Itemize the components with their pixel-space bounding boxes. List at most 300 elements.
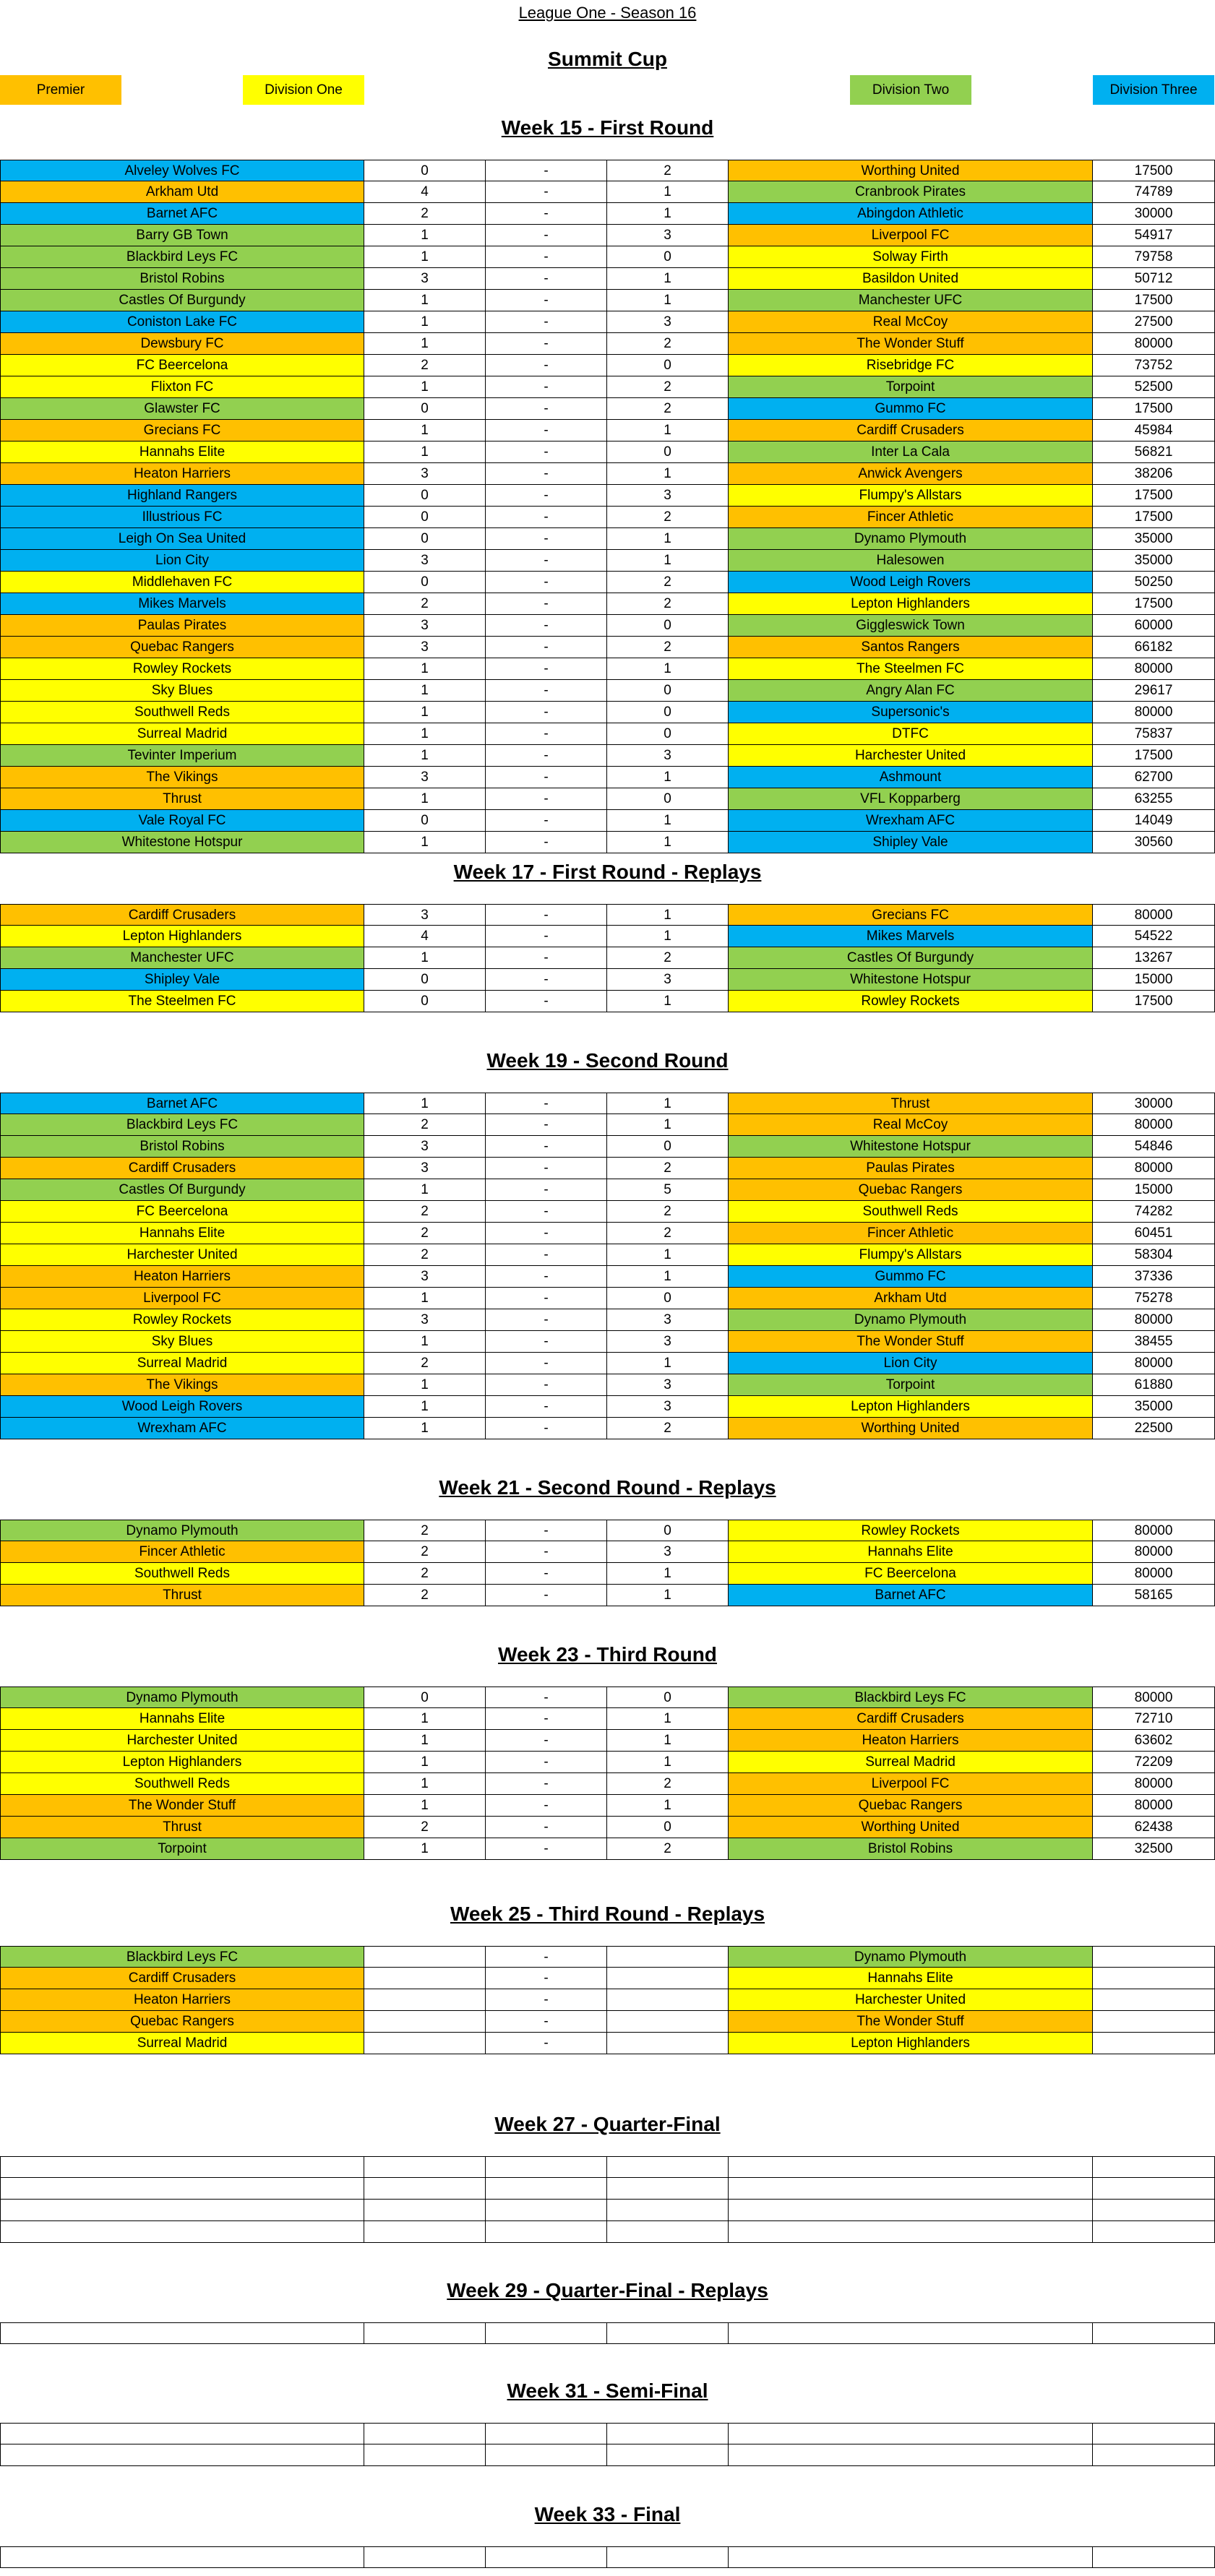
score-separator: - [486,1563,607,1585]
round-title-text: Week 29 - Quarter-Final - Replays [447,2279,768,2301]
home-score [364,2178,486,2200]
home-team: Southwell Reds [0,1563,364,1585]
attendance: 80000 [1093,1309,1215,1331]
away-team: DTFC [729,723,1093,745]
score-separator: - [486,615,607,637]
score-separator: - [486,904,607,926]
away-score: 3 [607,1541,729,1563]
home-score: 1 [364,1795,486,1817]
away-score: 5 [607,1179,729,1201]
home-score: 1 [364,832,486,853]
away-team [729,2178,1093,2200]
attendance: 58165 [1093,1585,1215,1606]
round-title [0,2101,1215,2148]
legend-division-one: Division One [243,75,364,105]
home-team [0,2200,364,2221]
score-separator: - [486,658,607,680]
score-separator: - [486,2033,607,2054]
score-separator: - [486,463,607,485]
away-team: Grecians FC [729,904,1093,926]
home-score: 2 [364,1223,486,1244]
home-team: Dynamo Plymouth [0,1687,364,1708]
home-score: 1 [364,311,486,333]
home-score: 0 [364,507,486,528]
round-title [0,849,1215,895]
home-score: 3 [364,904,486,926]
attendance: 35000 [1093,528,1215,550]
attendance: 52500 [1093,376,1215,398]
home-team: Hannahs Elite [0,441,364,463]
attendance: 80000 [1093,1520,1215,1541]
home-score: 0 [364,398,486,420]
away-score: 2 [607,1773,729,1795]
away-score [607,1968,729,1989]
home-score [364,2322,486,2344]
away-team: Lepton Highlanders [729,593,1093,615]
away-team: Dynamo Plymouth [729,1946,1093,1968]
score-separator: - [486,1158,607,1179]
home-team: Coniston Lake FC [0,311,364,333]
score-separator: - [486,2011,607,2033]
home-score: 1 [364,1418,486,1439]
away-score: 1 [607,1093,729,1114]
attendance: 15000 [1093,1179,1215,1201]
home-score: 2 [364,1353,486,1374]
home-team: Harchester United [0,1730,364,1752]
away-score: 1 [607,420,729,441]
attendance: 72209 [1093,1752,1215,1773]
score-separator: - [486,1374,607,1396]
score-separator: - [486,1114,607,1136]
away-team: Barnet AFC [729,1585,1093,1606]
score-separator: - [486,333,607,355]
attendance: 13267 [1093,947,1215,969]
away-team: Thrust [729,1093,1093,1114]
home-team: Harchester United [0,1244,364,1266]
score-separator: - [486,160,607,181]
round-title-text: Week 27 - Quarter-Final [494,2113,721,2135]
score-separator: - [486,1817,607,1838]
attendance: 80000 [1093,702,1215,723]
home-score: 1 [364,1288,486,1309]
home-score: 2 [364,1114,486,1136]
away-team: Abingdon Athletic [729,203,1093,225]
away-score: 0 [607,355,729,376]
round-title [0,2267,1215,2314]
home-team [0,2221,364,2243]
home-team: Glawster FC [0,398,364,420]
away-score: 1 [607,463,729,485]
home-team: The Steelmen FC [0,991,364,1012]
away-score: 1 [607,550,729,572]
home-team: Sky Blues [0,680,364,702]
home-team: Quebac Rangers [0,2011,364,2033]
home-score: 1 [364,723,486,745]
home-score: 1 [364,290,486,311]
away-team: Arkham Utd [729,1288,1093,1309]
home-team: Paulas Pirates [0,615,364,637]
home-score: 1 [364,1374,486,1396]
score-separator: - [486,203,607,225]
home-team: Torpoint [0,1838,364,1860]
home-score: 0 [364,810,486,832]
home-score [364,1946,486,1968]
attendance: 50250 [1093,572,1215,593]
home-team: Lepton Highlanders [0,926,364,947]
home-score [364,1989,486,2011]
home-team: Vale Royal FC [0,810,364,832]
away-score: 0 [607,1288,729,1309]
away-team: Cranbrook Pirates [729,181,1093,203]
home-score: 1 [364,333,486,355]
score-separator: - [486,355,607,376]
legend-division-two: Division Two [850,75,971,105]
away-score: 2 [607,1201,729,1223]
home-team: Blackbird Leys FC [0,246,364,268]
away-team: Risebridge FC [729,355,1093,376]
attendance: 63602 [1093,1730,1215,1752]
attendance: 27500 [1093,311,1215,333]
away-team: Fincer Athletic [729,507,1093,528]
away-team: FC Beercelona [729,1563,1093,1585]
score-separator: - [486,832,607,853]
away-team: Worthing United [729,1418,1093,1439]
away-score [607,2178,729,2200]
score-separator: - [486,1989,607,2011]
score-separator: - [486,1309,607,1331]
home-team [0,2444,364,2466]
round-title-text: Week 19 - Second Round [486,1049,729,1072]
home-score: 1 [364,1093,486,1114]
home-team: Fincer Athletic [0,1541,364,1563]
attendance: 54917 [1093,225,1215,246]
away-score: 3 [607,1331,729,1353]
home-score: 1 [364,1708,486,1730]
home-score [364,2221,486,2243]
home-team: Barnet AFC [0,203,364,225]
score-separator [486,2156,607,2178]
away-score: 2 [607,1418,729,1439]
attendance: 32500 [1093,1838,1215,1860]
attendance: 17500 [1093,290,1215,311]
away-score: 2 [607,1838,729,1860]
away-team: Wrexham AFC [729,810,1093,832]
home-team: Illustrious FC [0,507,364,528]
home-score [364,2011,486,2033]
away-team: Hannahs Elite [729,1541,1093,1563]
away-team: Fincer Athletic [729,1223,1093,1244]
attendance: 66182 [1093,637,1215,658]
away-team: Angry Alan FC [729,680,1093,702]
away-score: 2 [607,376,729,398]
score-separator: - [486,290,607,311]
score-separator [486,2221,607,2243]
away-team: Paulas Pirates [729,1158,1093,1179]
home-score: 1 [364,420,486,441]
attendance: 58304 [1093,1244,1215,1266]
away-score: 2 [607,947,729,969]
home-team: Cardiff Crusaders [0,1968,364,1989]
home-score: 0 [364,528,486,550]
away-score: 0 [607,1687,729,1708]
score-separator: - [486,788,607,810]
away-score: 3 [607,1309,729,1331]
home-team: Grecians FC [0,420,364,441]
score-separator: - [486,1708,607,1730]
away-score: 3 [607,485,729,507]
home-team: Thrust [0,1817,364,1838]
away-score: 2 [607,333,729,355]
away-score: 0 [607,1136,729,1158]
score-separator [486,2178,607,2200]
attendance: 80000 [1093,1353,1215,1374]
score-separator: - [486,767,607,788]
home-team [0,2178,364,2200]
home-score: 1 [364,680,486,702]
attendance: 74789 [1093,181,1215,203]
score-separator [486,2200,607,2221]
attendance: 73752 [1093,355,1215,376]
attendance: 35000 [1093,1396,1215,1418]
round-title-text: Week 31 - Semi-Final [507,2379,708,2402]
home-team [0,2322,364,2344]
score-separator: - [486,1353,607,1374]
home-score [364,2423,486,2444]
home-team: Sky Blues [0,1331,364,1353]
away-score: 1 [607,658,729,680]
score-separator: - [486,1396,607,1418]
round-title [0,105,1215,151]
away-score: 2 [607,572,729,593]
score-separator [486,2423,607,2444]
home-team: Thrust [0,788,364,810]
away-team: Gummo FC [729,398,1093,420]
legend-division-three: Division Three [1093,75,1214,105]
home-score: 2 [364,593,486,615]
score-separator: - [486,1946,607,1968]
attendance [1093,2200,1215,2221]
attendance [1093,1989,1215,2011]
home-team: Hannahs Elite [0,1708,364,1730]
home-team: Lepton Highlanders [0,1752,364,1773]
away-score: 2 [607,160,729,181]
away-score: 1 [607,1795,729,1817]
attendance [1093,1946,1215,1968]
attendance: 30000 [1093,203,1215,225]
away-score: 2 [607,1223,729,1244]
home-score: 1 [364,1331,486,1353]
away-score: 1 [607,1266,729,1288]
away-score: 1 [607,926,729,947]
away-team: Quebac Rangers [729,1795,1093,1817]
home-team: Southwell Reds [0,702,364,723]
away-score [607,1946,729,1968]
attendance: 29617 [1093,680,1215,702]
home-score: 3 [364,1136,486,1158]
score-separator [486,2444,607,2466]
away-team: Santos Rangers [729,637,1093,658]
home-score: 1 [364,947,486,969]
away-score: 0 [607,1817,729,1838]
attendance: 62438 [1093,1817,1215,1838]
away-score: 0 [607,441,729,463]
score-separator: - [486,745,607,767]
away-score [607,2221,729,2243]
home-team: Surreal Madrid [0,2033,364,2054]
attendance [1093,2178,1215,2200]
score-separator: - [486,593,607,615]
away-team [729,2546,1093,2568]
away-team: Worthing United [729,160,1093,181]
away-score: 1 [607,1730,729,1752]
score-separator: - [486,1223,607,1244]
home-score: 1 [364,1179,486,1201]
away-team: Southwell Reds [729,1201,1093,1223]
away-team: Rowley Rockets [729,1520,1093,1541]
attendance: 60451 [1093,1223,1215,1244]
home-team: Cardiff Crusaders [0,1158,364,1179]
away-score: 1 [607,1752,729,1773]
away-score [607,2322,729,2344]
score-separator: - [486,1752,607,1773]
away-score: 2 [607,507,729,528]
away-team: Cardiff Crusaders [729,1708,1093,1730]
home-team: Rowley Rockets [0,1309,364,1331]
away-score: 1 [607,810,729,832]
round-title-text: Week 33 - Final [534,2503,681,2525]
attendance: 38206 [1093,463,1215,485]
away-team: Hannahs Elite [729,1968,1093,1989]
away-team: Flumpy's Allstars [729,1244,1093,1266]
home-team: Leigh On Sea United [0,528,364,550]
home-score: 1 [364,1752,486,1773]
round-title [0,2491,1215,2538]
attendance [1093,2546,1215,2568]
home-team: Shipley Vale [0,969,364,991]
home-score: 1 [364,1773,486,1795]
home-team: The Vikings [0,1374,364,1396]
away-team [729,2423,1093,2444]
attendance: 80000 [1093,1773,1215,1795]
away-score: 1 [607,290,729,311]
away-team: Halesowen [729,550,1093,572]
attendance: 17500 [1093,160,1215,181]
home-score: 3 [364,550,486,572]
away-score: 0 [607,1520,729,1541]
attendance: 80000 [1093,1563,1215,1585]
away-team: Lepton Highlanders [729,1396,1093,1418]
away-team [729,2322,1093,2344]
away-score [607,2423,729,2444]
score-separator [486,2322,607,2344]
attendance: 17500 [1093,745,1215,767]
round-title-text: Week 17 - First Round - Replays [453,861,762,883]
home-score: 0 [364,160,486,181]
home-score: 3 [364,1158,486,1179]
away-score: 0 [607,680,729,702]
home-score: 3 [364,637,486,658]
away-score: 1 [607,991,729,1012]
home-team: Heaton Harriers [0,1989,364,2011]
attendance: 17500 [1093,593,1215,615]
away-team: Torpoint [729,376,1093,398]
home-team: Blackbird Leys FC [0,1946,364,1968]
home-team: Dynamo Plymouth [0,1520,364,1541]
home-score: 1 [364,745,486,767]
score-separator: - [486,1585,607,1606]
home-score: 1 [364,376,486,398]
attendance: 50712 [1093,268,1215,290]
home-score: 1 [364,1396,486,1418]
home-team: Castles Of Burgundy [0,290,364,311]
home-team: Mikes Marvels [0,593,364,615]
home-team: Liverpool FC [0,1288,364,1309]
home-team [0,2423,364,2444]
home-team: Cardiff Crusaders [0,904,364,926]
away-score: 2 [607,398,729,420]
score-separator: - [486,1541,607,1563]
home-team: Heaton Harriers [0,1266,364,1288]
home-score: 1 [364,1838,486,1860]
attendance [1093,2444,1215,2466]
home-team: Bristol Robins [0,1136,364,1158]
attendance: 80000 [1093,1795,1215,1817]
score-separator: - [486,485,607,507]
away-score: 1 [607,1563,729,1585]
home-team: Middlehaven FC [0,572,364,593]
home-score: 1 [364,702,486,723]
score-separator: - [486,637,607,658]
home-team: Heaton Harriers [0,463,364,485]
score-separator: - [486,1730,607,1752]
away-team: Ashmount [729,767,1093,788]
score-separator [486,2546,607,2568]
away-team: Blackbird Leys FC [729,1687,1093,1708]
score-separator: - [486,969,607,991]
home-score: 2 [364,203,486,225]
home-score [364,1968,486,1989]
attendance [1093,2033,1215,2054]
away-score: 1 [607,1244,729,1266]
score-separator: - [486,1201,607,1223]
attendance: 30560 [1093,832,1215,853]
home-team: Barnet AFC [0,1093,364,1114]
score-separator: - [486,246,607,268]
away-score: 1 [607,904,729,926]
away-team: Whitestone Hotspur [729,969,1093,991]
attendance: 35000 [1093,550,1215,572]
score-separator: - [486,810,607,832]
home-team: FC Beercelona [0,355,364,376]
attendance: 80000 [1093,1541,1215,1563]
attendance: 17500 [1093,485,1215,507]
away-score: 2 [607,1158,729,1179]
attendance [1093,2156,1215,2178]
home-score: 1 [364,441,486,463]
away-team: Real McCoy [729,1114,1093,1136]
away-team: Castles Of Burgundy [729,947,1093,969]
score-separator: - [486,225,607,246]
home-score: 0 [364,1687,486,1708]
away-team: Whitestone Hotspur [729,1136,1093,1158]
attendance: 30000 [1093,1093,1215,1114]
away-score: 3 [607,311,729,333]
attendance: 80000 [1093,1114,1215,1136]
away-team: Bristol Robins [729,1838,1093,1860]
home-score: 0 [364,969,486,991]
cup-name-text: Summit Cup [548,48,667,70]
away-team: Worthing United [729,1817,1093,1838]
